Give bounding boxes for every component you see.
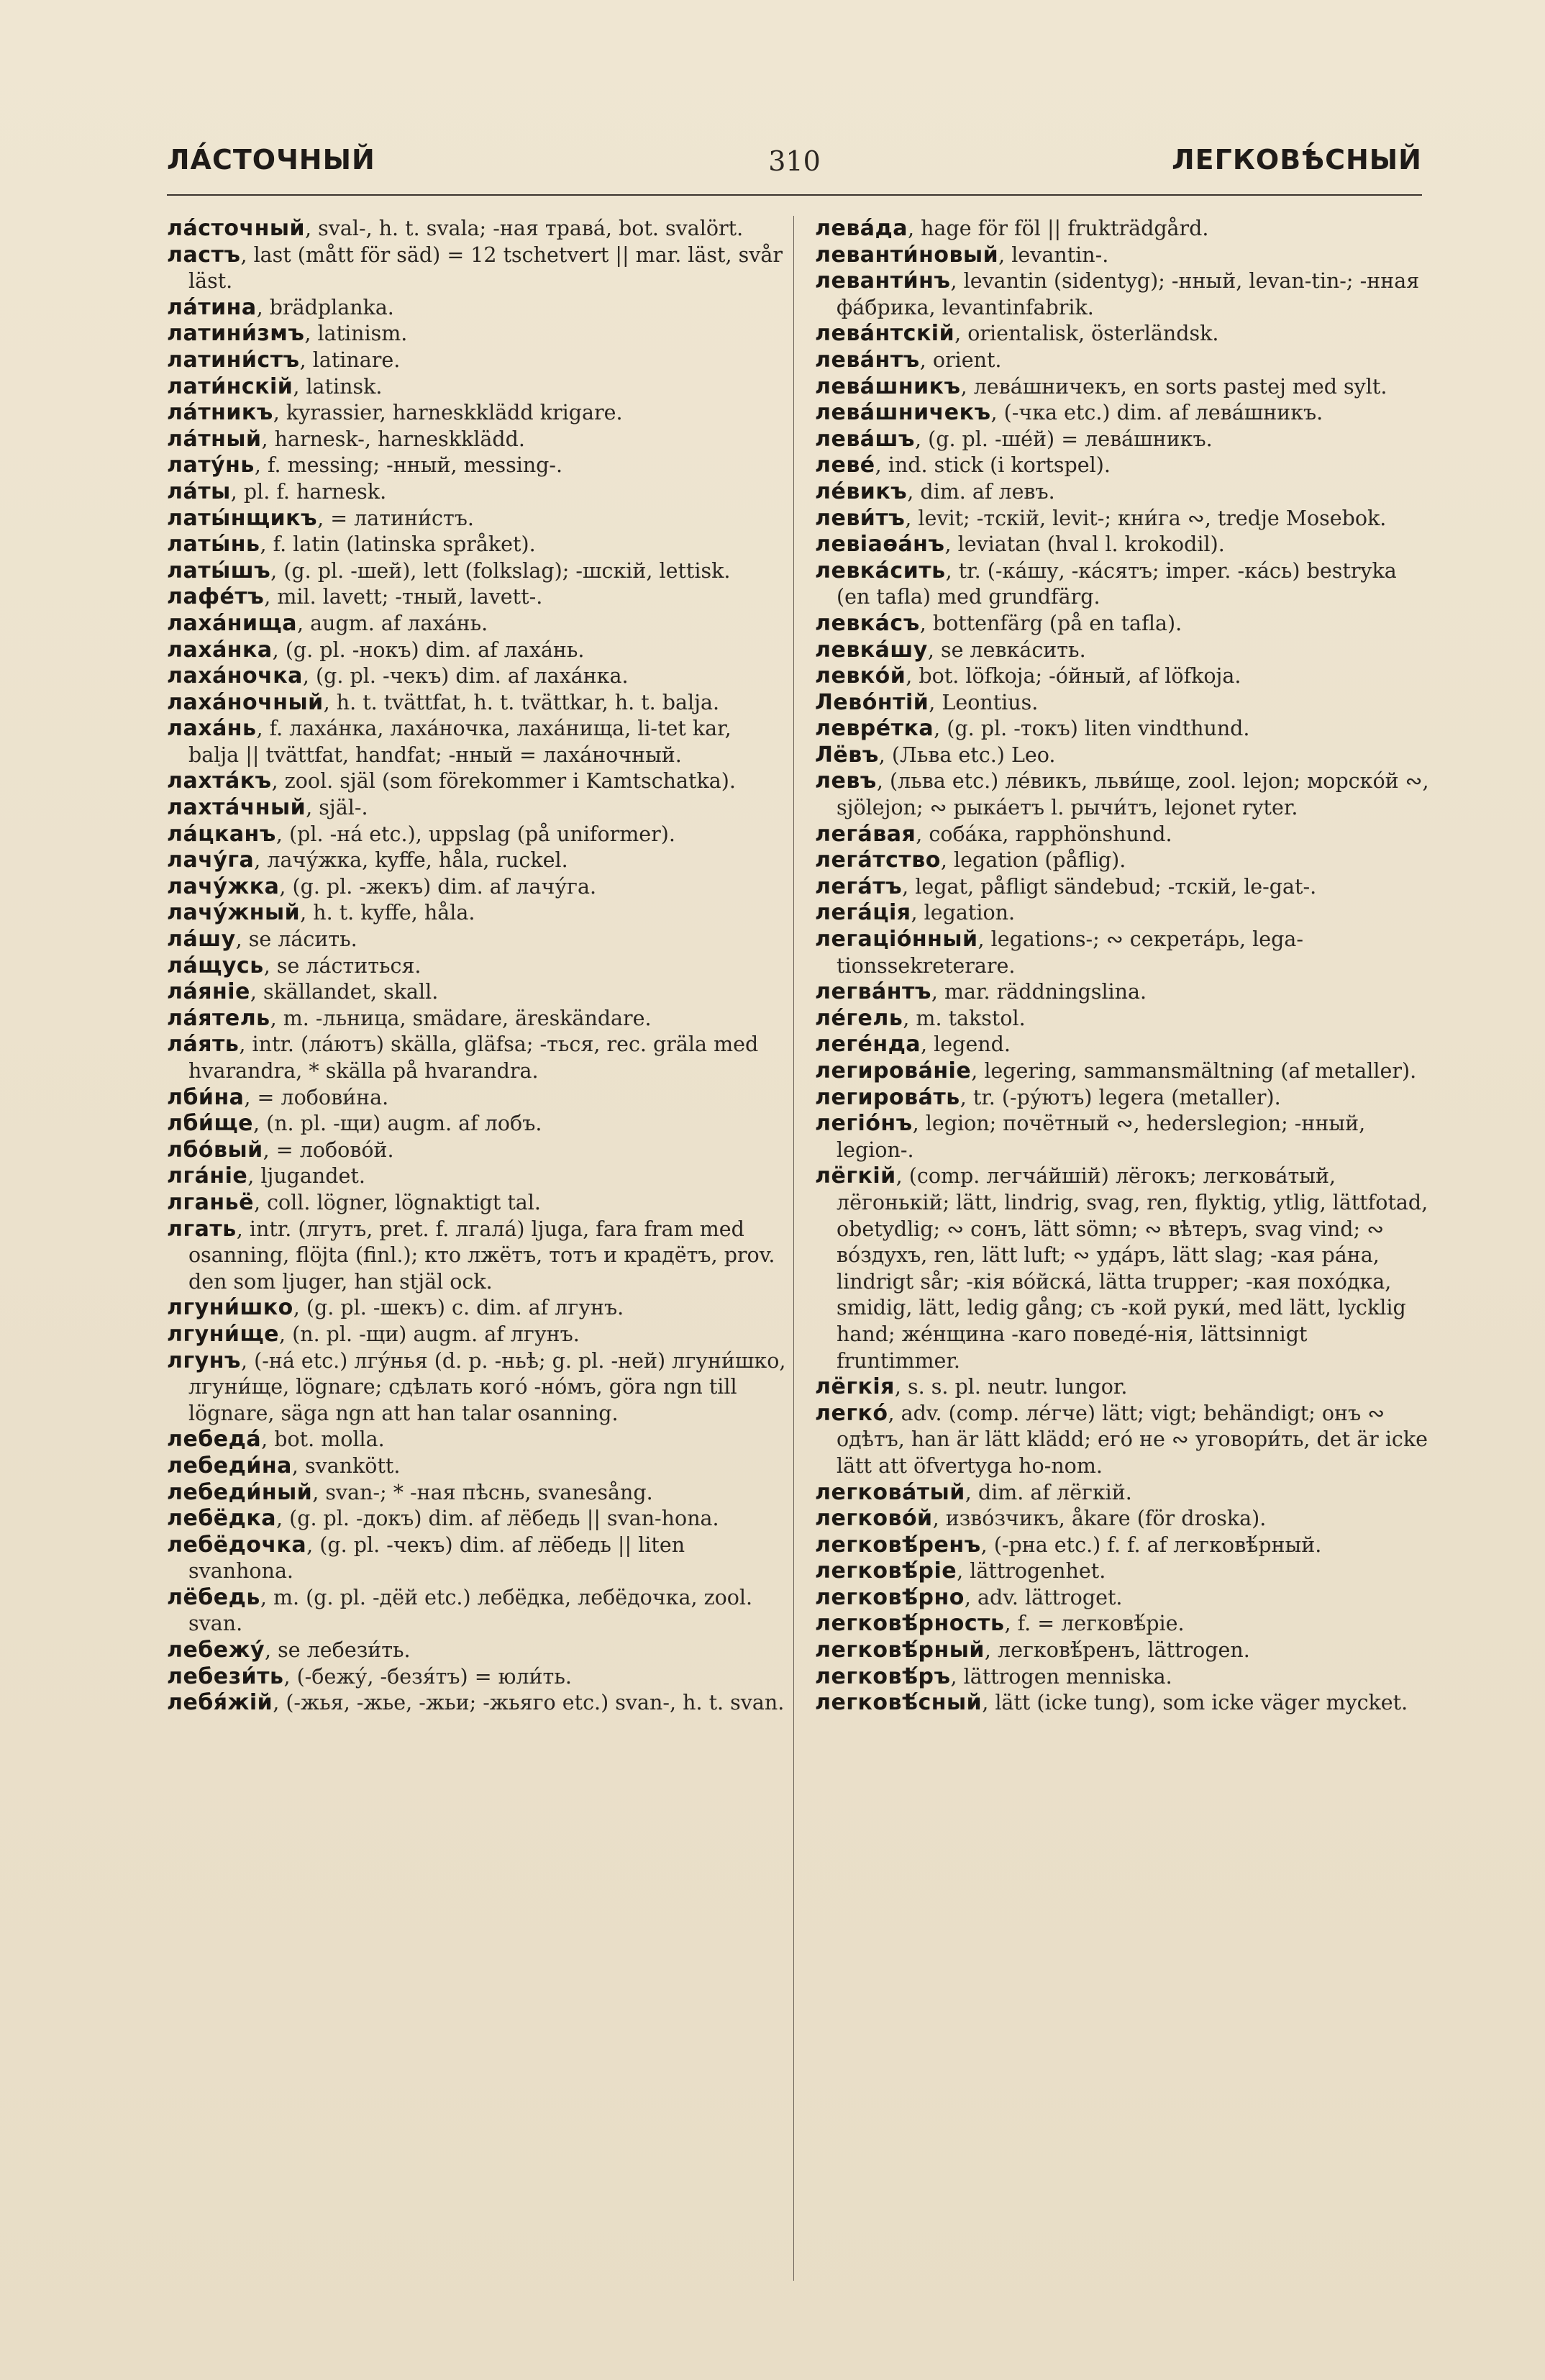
entry-definition: (-рна etc.) f. f. af легковѣ́рный.: [993, 1532, 1322, 1557]
dictionary-entry: лева́да, hage för föl || frukträdgård.: [815, 216, 1209, 241]
entry-definition: Leontius.: [942, 690, 1039, 714]
dictionary-entry: легковѣ́рный, легковѣ́ренъ, lättrogen.: [815, 1638, 1250, 1663]
entry-headword: лева́да: [815, 216, 908, 241]
dictionary-entry: лбо́вый, = лобово́й.: [167, 1137, 394, 1163]
dictionary-entry: лебеди́ный, svan-; * -ная пѣснь, svanesång.: [167, 1479, 653, 1505]
entry-definition: (n. pl. -щи) augm. af лобъ.: [266, 1112, 542, 1136]
dictionary-entry: лебези́ть, (-бежу́, -безя́тъ) = юли́ть.: [167, 1663, 572, 1689]
entry-headword: лебеда́: [167, 1427, 262, 1453]
entry-headword: ла́тина: [167, 294, 257, 320]
entry-definition: (g. pl. -шей), lett (folkslag); -шскій, lettisk.: [283, 558, 731, 583]
dictionary-entry: лева́нтскій, orientalisk, österländsk.: [815, 321, 1219, 347]
entry-definition: latinism.: [317, 322, 408, 346]
entry-headword: легко́: [815, 1400, 888, 1426]
entry-definition: själ-.: [319, 796, 368, 820]
entry-definition: se ла́ститься.: [276, 953, 421, 978]
dictionary-entry: латы́шъ, (g. pl. -шей), lett (folkslag); -шскій, lettisk.: [167, 558, 731, 583]
dictionary-entry: леге́нда, legend.: [815, 1032, 1011, 1058]
dictionary-entry: ле́викъ, dim. af левъ.: [815, 478, 1055, 504]
dictionary-entry: Лево́нтій, Leontius.: [815, 689, 1039, 715]
entry-definition: lättrogenhet.: [970, 1559, 1106, 1584]
entry-definition: h. t. kyffe, håla.: [313, 901, 475, 925]
entry-headword: лачу́жка: [167, 873, 280, 899]
entry-definition: orient.: [932, 348, 1002, 372]
entry-definition: mil. lavett; -тный, lavett-.: [277, 585, 543, 609]
dictionary-entry: лега́тство, legation (påflig).: [815, 848, 1126, 873]
entry-headword: лахта́къ: [167, 768, 272, 794]
entry-headword: легирова́ть: [815, 1084, 960, 1110]
dictionary-entry: легковѣ́сный, lätt (icke tung), som icke väger mycket.: [815, 1690, 1408, 1716]
entry-headword: ле́викъ: [815, 478, 908, 504]
entry-headword: лату́нь: [167, 453, 255, 478]
dictionary-entry: лафе́тъ, mil. lavett; -тный, lavett-.: [167, 584, 543, 610]
entry-headword: лёгкія: [815, 1374, 895, 1400]
entry-definition: sval-, h. t. svala; -ная трава́, bot. svalört.: [318, 217, 744, 240]
entry-definition: lättrogen menniska.: [963, 1664, 1172, 1689]
dictionary-entry: лахта́къ, zool. själ (som förekommer i Kamtschatka).: [167, 768, 736, 794]
entry-headword: латини́змъ: [167, 321, 305, 347]
entry-headword: легковѣ́ріе: [815, 1558, 957, 1584]
dictionary-entry: лебежу́, se лебези́ть.: [167, 1638, 411, 1663]
entry-headword: лебёдочка: [167, 1532, 307, 1558]
dictionary-entry: лега́тъ, legat, påfligt sändebud; -тскій, le-gat-.: [815, 873, 1317, 899]
entry-definition: legion; почётный ∾, hederslegion; -нный, legion-.: [837, 1112, 1366, 1162]
entry-headword: левка́шу: [815, 637, 928, 663]
entry-definition: (-на́ etc.) лгу́нья (d. p. -ньѣ; g. pl. -ней) лгуни́шко, лгуни́ще, lögnare; сдѣлать кого́ -но́мъ, göra ngn till lögnare, säga ngn att han talar osanning.: [188, 1348, 786, 1425]
entry-definition: (n. pl. -щи) augm. af лгунъ.: [292, 1322, 580, 1346]
entry-headword: лганьё: [167, 1189, 254, 1215]
header-right-word: ЛЕГКОВѢ́СНЫЙ: [1172, 144, 1422, 176]
entry-headword: лгуни́ще: [167, 1321, 279, 1347]
entry-definition: tr. (-ру́ютъ) legera (metaller).: [972, 1085, 1281, 1109]
entry-definition: легковѣ́ренъ, lättrogen.: [998, 1638, 1250, 1663]
entry-definition: ljugandet.: [260, 1164, 365, 1189]
entry-definition: f. = легковѣ́ріе.: [1017, 1612, 1185, 1636]
entry-headword: легва́нтъ: [815, 979, 931, 1005]
dictionary-entry: леванти́новый, levantin-.: [815, 242, 1109, 268]
entry-definition: (-жья, -жье, -жьи; -жьяго etc.) svan-, h. t. svan.: [286, 1691, 785, 1715]
dictionary-entry: легкова́тый, dim. af лёгкій.: [815, 1479, 1132, 1505]
entry-headword: ластъ: [167, 242, 241, 268]
entry-definition: legering, sammansmältning (af metaller).: [984, 1059, 1417, 1083]
entry-definition: levantin (sidentyg); -нный, levan-tin-; -нная фа́брика, levantinfabrik.: [837, 269, 1420, 319]
entry-headword: легковѣ́рный: [815, 1638, 985, 1663]
dictionary-entry: ла́шу, se ла́сить.: [167, 927, 357, 953]
dictionary-entry: ла́тникъ, kyrassier, harneskklädd krigare.: [167, 400, 623, 426]
entry-headword: леванти́новый: [815, 242, 999, 268]
entry-headword: леванти́нъ: [815, 268, 951, 294]
entry-headword: лгунъ: [167, 1348, 241, 1373]
entry-headword: лебежу́: [167, 1638, 265, 1663]
entry-definition: se левка́сить.: [940, 637, 1086, 662]
dictionary-entry: Лёвъ, (Льва etc.) Leo.: [815, 742, 1056, 768]
entry-headword: лгать: [167, 1216, 237, 1242]
entry-definition: m. -льница, smädare, äreskändare.: [283, 1006, 652, 1030]
dictionary-entry: лачу́жный, h. t. kyffe, håla.: [167, 900, 475, 926]
entry-definition: (pl. -на́ etc.), uppslag (på uniformer).: [288, 822, 675, 846]
entry-headword: латы́нь: [167, 532, 260, 558]
entry-headword: левка́сить: [815, 558, 946, 583]
dictionary-entry: леви́тъ, levit; -тскій, levit-; кни́га ∾, tredje Mosebok.: [815, 505, 1387, 531]
entry-definition: (comp. легча́йшій) лёгокъ; легкова́тый, лёгонькій; lätt, lindrig, svag, ren, flyktig, ytlig, lättfotad, obetydlig; ∾ сонъ, lätt sömn; ∾ вѣтеръ, svag vind; ∾ во́здухъ, ren, lätt luft; ∾ уда́ръ, lätt slag; -кая ра́на, lindrigt sår; -кія во́йска́, lätta trupper; -кая похо́дка, smidig, lätt, ledig gång; съ -кой руки́, med lätt, lycklig hand; же́нщина -каго поведе́-нія, lättsinnigt fruntimmer.: [837, 1164, 1428, 1373]
dictionary-entry: ла́ять, intr. (ла́ютъ) skälla, gläfsa; -ться, rec. gräla med hvarandra, * skälla på hvarandra.: [167, 1032, 759, 1083]
entry-headword: легково́й: [815, 1506, 933, 1532]
entry-definition: (g. pl. -ше́й) = лева́шникъ.: [928, 427, 1213, 451]
entry-definition: (g. pl. -шекъ) c. dim. af лгунъ.: [306, 1296, 624, 1320]
dictionary-entry: левка́шу, se левка́сить.: [815, 637, 1086, 663]
dictionary-entry: лева́нтъ, orient.: [815, 347, 1002, 373]
entry-definition: лачу́жка, kyffe, håla, ruckel.: [267, 848, 568, 873]
dictionary-entry: лёбедь, m. (g. pl. -дёй etc.) лебёдка, лебёдочка, zool. svan.: [167, 1584, 753, 1636]
entry-definition: augm. af лаха́нь.: [310, 611, 488, 635]
entry-headword: ла́цканъ: [167, 821, 276, 847]
entry-definition: last (mått för säd) = 12 tschetvert || mar. läst, svår läst.: [188, 242, 783, 294]
entry-headword: лаха́нища: [167, 610, 297, 636]
dictionary-entry: лева́шничекъ, (-чка etc.) dim. af лева́шникъ.: [815, 400, 1323, 426]
entry-headword: легковѣ́рно: [815, 1584, 965, 1610]
entry-headword: лачу́га: [167, 848, 255, 873]
dictionary-entry: легва́нтъ, mar. räddningslina.: [815, 979, 1147, 1005]
entry-definition: mar. räddningslina.: [944, 980, 1147, 1004]
dictionary-entry: легирова́ніе, legering, sammansmältning (af metaller).: [815, 1058, 1417, 1084]
dictionary-entry: лга́ніе, ljugandet.: [167, 1163, 365, 1189]
entry-headword: легковѣ́рность: [815, 1611, 1005, 1637]
dictionary-entry: левре́тка, (g. pl. -токъ) liten vindthund.: [815, 716, 1250, 742]
entry-headword: лаха́нь: [167, 716, 257, 742]
entry-headword: лега́ція: [815, 900, 911, 926]
entry-headword: Лёвъ: [815, 742, 879, 768]
entry-definition: legation.: [924, 901, 1016, 925]
dictionary-entry: лби́ще, (n. pl. -щи) augm. af лобъ.: [167, 1111, 542, 1137]
entry-definition: latinare.: [312, 348, 401, 372]
entry-definition: adv. (comp. ле́гче) lätt; vigt; behändigt; онъ ∾ одѣтъ, han är lätt klädd; его́ не ∾ уговори́ть, det är icke lätt att öfvertyga ho-nom.: [837, 1401, 1428, 1478]
entry-headword: легковѣ́сный: [815, 1690, 983, 1716]
entry-definition: (g. pl. -чекъ) dim. af лёбедь || liten svanhona.: [188, 1532, 685, 1584]
entry-definition: s. s. pl. neutr. lungor.: [908, 1375, 1128, 1399]
dictionary-entry: лачу́жка, (g. pl. -жекъ) dim. af лачу́га.: [167, 873, 597, 899]
entry-definition: leviatan (hval l. krokodil).: [957, 532, 1225, 557]
entry-definition: zool. själ (som förekommer i Kamtschatka).: [284, 769, 736, 794]
entry-definition: lätt (icke tung), som icke väger mycket.: [995, 1691, 1408, 1715]
entry-headword: лега́вая: [815, 821, 916, 847]
entry-definition: f. latin (latinska språket).: [273, 532, 536, 557]
entry-headword: легирова́ніе: [815, 1058, 972, 1084]
dictionary-entry: левка́сить, tr. (-ка́шу, -ка́сятъ; imper. -ка́сь) bestryka (en tafla) med grundfärg.: [815, 558, 1397, 609]
left-column: [167, 216, 787, 1717]
dictionary-entry: легковѣ́рность, f. = легковѣ́ріе.: [815, 1611, 1185, 1637]
entry-headword: лебеди́на: [167, 1453, 292, 1479]
entry-definition: levantin-.: [1011, 242, 1109, 267]
entry-definition: orientalisk, österländsk.: [967, 322, 1219, 346]
dictionary-entry: лёгкія, s. s. pl. neutr. lungor.: [815, 1374, 1128, 1400]
dictionary-entry: лби́на, = лобови́на.: [167, 1084, 389, 1110]
entry-definition: = латини́стъ.: [330, 506, 474, 530]
dictionary-entry: лебёдочка, (g. pl. -чекъ) dim. af лёбедь || liten svanhona.: [167, 1532, 685, 1584]
entry-definition: соба́ка, rapphönshund.: [929, 822, 1172, 846]
dictionary-entry: лёгкій, (comp. легча́йшій) лёгокъ; легкова́тый, лёгонькій; lätt, lindrig, svag, ren, flyktig, ytlig, lättfotad, obetydlig; ∾ сонъ, lätt sömn; ∾ вѣтеръ, svag vind; ∾ во́здухъ, ren, lätt luft; ∾ уда́ръ, lätt slag; -кая ра́на, lindrigt sår; -кія во́йска́, lätta trupper; -кая похо́дка, smidig, lätt, ledig gång; съ -кой руки́, med lätt, lycklig hand; же́нщина -каго поведе́-нія, lättsinnigt fruntimmer.: [815, 1163, 1428, 1373]
dictionary-entry: лгунъ, (-на́ etc.) лгу́нья (d. p. -ньѣ; g. pl. -ней) лгуни́шко, лгуни́ще, lögnare; сдѣлать кого́ -но́мъ, göra ngn till lögnare, säga ngn att han talar osanning.: [167, 1348, 786, 1425]
dictionary-entry: ла́яніе, skällandet, skall.: [167, 979, 439, 1005]
entry-headword: лачу́жный: [167, 900, 301, 926]
entry-definition: f. messing; -нный, messing-.: [267, 453, 563, 478]
dictionary-entry: лаха́нища, augm. af лаха́нь.: [167, 610, 488, 636]
entry-definition: m. takstol.: [916, 1006, 1026, 1030]
entry-headword: лби́на: [167, 1084, 245, 1110]
right-column: [815, 216, 1435, 1717]
dictionary-entry: легаціо́нный, legations-; ∾ секрета́рь, lega-tionssekreterare.: [815, 927, 1303, 978]
dictionary-entry: лачу́га, лачу́жка, kyffe, håla, ruckel.: [167, 848, 568, 873]
dictionary-entry: ла́ты, pl. f. harnesk.: [167, 478, 387, 504]
entry-definition: f. лаха́нка, лаха́ночка, лаха́нища, li-tet kar, balja || tvättfat, handfat; -нный = лаха́ночный.: [188, 717, 732, 767]
entry-headword: ле́гель: [815, 1005, 903, 1031]
column-divider: [793, 216, 794, 2281]
dictionary-entry: легковѣ́ръ, lättrogen menniska.: [815, 1663, 1172, 1689]
entry-headword: легкова́тый: [815, 1479, 965, 1505]
dictionary-entry: лега́ція, legation.: [815, 900, 1016, 926]
entry-headword: лбо́вый: [167, 1137, 263, 1163]
dictionary-entry: легково́й, изво́зчикъ, åkare (för droska).: [815, 1506, 1267, 1532]
dictionary-entry: лева́шникъ, лева́шничекъ, en sorts pastej med sylt.: [815, 373, 1387, 399]
dictionary-entry: лебя́жій, (-жья, -жье, -жьи; -жьяго etc.) svan-, h. t. svan.: [167, 1690, 785, 1716]
dictionary-entry: легирова́ть, tr. (-ру́ютъ) legera (metaller).: [815, 1084, 1281, 1110]
entry-definition: dim. af левъ.: [920, 479, 1055, 504]
header-left-word: ЛА́СТОЧНЫЙ: [167, 144, 375, 176]
entry-definition: (-чка etc.) dim. af лева́шникъ.: [1003, 401, 1323, 425]
entry-headword: легковѣ́ренъ: [815, 1532, 981, 1558]
dictionary-entry: лату́нь, f. messing; -нный, messing-.: [167, 453, 563, 478]
entry-headword: латини́стъ: [167, 347, 300, 373]
entry-headword: ла́тный: [167, 426, 262, 452]
dictionary-entry: леве́, ind. stick (i kortspel).: [815, 453, 1111, 478]
dictionary-entry: легковѣ́ріе, lättrogenhet.: [815, 1558, 1106, 1584]
dictionary-entry: лгуни́ще, (n. pl. -щи) augm. af лгунъ.: [167, 1321, 580, 1347]
entry-definition: legations-; ∾ секрета́рь, lega-tionssekreterare.: [837, 927, 1303, 978]
dictionary-entry: лаха́нка, (g. pl. -нокъ) dim. af лаха́нь.: [167, 637, 585, 663]
entry-definition: dim. af лёгкій.: [977, 1480, 1132, 1504]
entry-definition: svan-; * -ная пѣснь, svanesång.: [325, 1480, 653, 1504]
entry-definition: intr. (ла́ютъ) skälla, gläfsa; -ться, rec. gräla med hvarandra, * skälla på hvarandra.: [188, 1032, 759, 1083]
entry-definition: kyrassier, harneskklädd krigare.: [286, 401, 623, 425]
dictionary-entry: лганьё, coll. lögner, lögnaktigt tal.: [167, 1189, 541, 1215]
dictionary-entry: лебёдка, (g. pl. -докъ) dim. af лёбедь || svan-hona.: [167, 1506, 719, 1532]
entry-headword: лева́нтъ: [815, 347, 920, 373]
dictionary-entry: левка́съ, bottenfärg (på en tafla).: [815, 610, 1182, 636]
entry-definition: (Льва etc.) Leo.: [891, 742, 1056, 767]
entry-definition: legat, påfligt sändebud; -тскій, le-gat-.: [915, 874, 1317, 899]
entry-definition: bot. löfkoja; -о́йный, af löfkoja.: [919, 664, 1241, 689]
page-number: 310: [768, 145, 821, 177]
dictionary-entry: латы́нщикъ, = латини́стъ.: [167, 505, 474, 531]
entry-definition: harnesk-, harneskklädd.: [274, 427, 525, 451]
dictionary-entry: ла́щусь, se ла́ститься.: [167, 953, 421, 978]
dictionary-entry: лгать, intr. (лгутъ, pret. f. лгала́) ljuga, fara fram med osanning, flöjta (finl.); кто лжётъ, тотъ и крадётъ, prov. den som ljuger, han stjäl ock.: [167, 1216, 775, 1294]
entry-headword: легіо́нъ: [815, 1111, 913, 1137]
dictionary-entry: лаха́ночка, (g. pl. -чекъ) dim. af лаха́нка.: [167, 663, 629, 689]
entry-headword: латы́шъ: [167, 558, 271, 583]
entry-headword: лебя́жій: [167, 1690, 273, 1716]
entry-headword: лебези́ть: [167, 1663, 284, 1689]
entry-definition: bottenfärg (på en tafla).: [932, 611, 1182, 635]
entry-definition: svankött.: [304, 1453, 401, 1478]
entry-definition: pl. f. harnesk.: [243, 479, 387, 504]
dictionary-entry: лебеда́, bot. molla.: [167, 1427, 385, 1453]
entry-definition: brädplanka.: [269, 295, 394, 319]
header-rule: [167, 194, 1422, 196]
dictionary-entry: ла́тина, brädplanka.: [167, 294, 394, 320]
dictionary-entry: лаха́нь, f. лаха́нка, лаха́ночка, лаха́нища, li-tet kar, balja || tvättfat, handfat; -нный = лаха́ночный.: [167, 716, 732, 767]
entry-headword: ла́щусь: [167, 953, 264, 978]
entry-headword: лаха́нка: [167, 637, 273, 663]
entry-headword: ла́яніе: [167, 979, 250, 1005]
entry-headword: лафе́тъ: [167, 584, 265, 610]
dictionary-entry: ла́тный, harnesk-, harneskklädd.: [167, 426, 525, 452]
dictionary-entry: ле́гель, m. takstol.: [815, 1005, 1026, 1031]
entry-headword: легковѣ́ръ: [815, 1663, 951, 1689]
dictionary-entry: ла́сточный, sval-, h. t. svala; -ная трава́, bot. svalört.: [167, 216, 744, 241]
entry-headword: леве́: [815, 453, 875, 478]
entry-headword: леви́тъ: [815, 505, 906, 531]
entry-headword: лга́ніе: [167, 1163, 248, 1189]
entry-headword: лёгкій: [815, 1163, 896, 1189]
entry-definition: = лобово́й.: [275, 1137, 394, 1162]
entry-headword: лёбедь: [167, 1584, 260, 1610]
dictionary-entry: латини́змъ, latinism.: [167, 321, 408, 347]
entry-definition: ind. stick (i kortspel).: [888, 453, 1111, 478]
entry-definition: se лебези́ть.: [278, 1638, 411, 1663]
entry-definition: m. (g. pl. -дёй etc.) лебёдка, лебёдочка, zool. svan.: [188, 1585, 753, 1636]
entry-headword: лебёдка: [167, 1506, 276, 1532]
entry-headword: легаціо́нный: [815, 927, 978, 953]
entry-definition: = лобови́на.: [257, 1085, 389, 1109]
entry-definition: (g. pl. -чекъ) dim. af лаха́нка.: [315, 664, 629, 689]
entry-headword: ла́ты: [167, 478, 231, 504]
dictionary-entry: лебеди́на, svankött.: [167, 1453, 401, 1479]
entry-headword: лаха́ночка: [167, 663, 303, 689]
entry-headword: лгуни́шко: [167, 1295, 293, 1321]
dictionary-entry: ластъ, last (mått för säd) = 12 tschetvert || mar. läst, svår läst.: [167, 242, 783, 294]
dictionary-entry: легіо́нъ, legion; почётный ∾, hederslegion; -нный, legion-.: [815, 1111, 1366, 1162]
entry-definition: latinsk.: [306, 374, 383, 399]
entry-headword: лахта́чный: [167, 795, 306, 821]
entry-headword: лаха́ночный: [167, 689, 324, 715]
entry-definition: (g. pl. -жекъ) dim. af лачу́га.: [292, 874, 597, 899]
entry-headword: лега́тство: [815, 848, 941, 873]
entry-headword: лега́тъ: [815, 873, 903, 899]
entry-headword: лева́шникъ: [815, 373, 961, 399]
entry-definition: intr. (лгутъ, pret. f. лгала́) ljuga, fara fram med osanning, flöjta (finl.); кто лжётъ, тотъ и крадётъ, prov. den som ljuger, han stjäl ock.: [188, 1217, 775, 1294]
entry-headword: лева́шъ: [815, 426, 915, 452]
dictionary-entry: леванти́нъ, levantin (sidentyg); -нный, levan-tin-; -нная фа́брика, levantinfabrik.: [815, 268, 1420, 319]
entry-headword: ла́ятель: [167, 1005, 270, 1031]
entry-headword: ла́тникъ: [167, 400, 273, 426]
entry-headword: лева́шничекъ: [815, 400, 991, 426]
entry-headword: ла́шу: [167, 927, 236, 953]
dictionary-entry: лаха́ночный, h. t. tvättfat, h. t. tvättkar, h. t. balja.: [167, 689, 720, 715]
dictionary-entry: лева́шъ, (g. pl. -ше́й) = лева́шникъ.: [815, 426, 1213, 452]
entry-definition: tr. (-ка́шу, -ка́сятъ; imper. -ка́сь) bestryka (en tafla) med grundfärg.: [837, 558, 1397, 609]
entry-definition: (g. pl. -нокъ) dim. af лаха́нь.: [285, 637, 585, 662]
entry-definition: coll. lögner, lögnaktigt tal.: [267, 1190, 541, 1214]
entry-definition: legend.: [934, 1032, 1011, 1057]
dictionary-entry: ла́ятель, m. -льница, smädare, äreskändare.: [167, 1005, 652, 1031]
entry-headword: ла́ять: [167, 1032, 240, 1058]
dictionary-entry: латы́нь, f. latin (latinska språket).: [167, 532, 536, 558]
dictionary-entry: лахта́чный, själ-.: [167, 795, 368, 821]
entry-headword: Лево́нтій: [815, 689, 929, 715]
entry-definition: se ла́сить.: [248, 927, 357, 952]
dictionary-entry: лгуни́шко, (g. pl. -шекъ) c. dim. af лгунъ.: [167, 1295, 624, 1321]
dictionary-entry: левъ, (льва etc.) ле́викъ, льви́ще, zool. lejon; морско́й ∾, sjölejon; ∾ рыка́етъ l. рычи́тъ, lejonet ryter.: [815, 768, 1429, 820]
entry-headword: левре́тка: [815, 716, 934, 742]
entry-headword: левъ: [815, 768, 877, 794]
dictionary-entry: латини́стъ, latinare.: [167, 347, 401, 373]
dictionary-entry: ла́цканъ, (pl. -на́ etc.), uppslag (på uniformer).: [167, 821, 675, 847]
entry-headword: левіаѳа́нъ: [815, 532, 945, 558]
entry-headword: левка́съ: [815, 610, 920, 636]
dictionary-entry: легковѣ́рно, adv. lättroget.: [815, 1584, 1123, 1610]
entry-definition: skällandet, skall.: [263, 980, 439, 1004]
entry-definition: изво́зчикъ, åkare (för droska).: [945, 1507, 1267, 1531]
entry-headword: леге́нда: [815, 1032, 921, 1058]
entry-definition: legation (påflig).: [954, 848, 1126, 873]
entry-definition: bot. molla.: [274, 1427, 385, 1452]
entry-definition: лева́шничекъ, en sorts pastej med sylt.: [973, 374, 1387, 399]
entry-definition: (g. pl. -токъ) liten vindthund.: [947, 717, 1250, 741]
entry-headword: латы́нщикъ: [167, 505, 318, 531]
running-head: [167, 144, 1422, 187]
entry-definition: h. t. tvättfat, h. t. tvättkar, h. t. balja.: [336, 690, 720, 714]
entry-definition: levit; -тскій, levit-; кни́га ∾, tredje Mosebok.: [918, 506, 1387, 530]
entry-headword: ла́сточный: [167, 216, 305, 241]
dictionary-entry: лега́вая, соба́ка, rapphönshund.: [815, 821, 1172, 847]
entry-headword: лева́нтскій: [815, 321, 955, 347]
dictionary-entry: левко́й, bot. löfkoja; -о́йный, af löfkoja.: [815, 663, 1241, 689]
entry-headword: левко́й: [815, 663, 906, 689]
dictionary-entry: лати́нскій, latinsk.: [167, 373, 383, 399]
entry-definition: (-бежу́, -безя́тъ) = юли́ть.: [296, 1664, 572, 1689]
entry-headword: лби́ще: [167, 1111, 253, 1137]
entry-headword: лебеди́ный: [167, 1479, 313, 1505]
entry-definition: (g. pl. -докъ) dim. af лёбедь || svan-hona.: [289, 1507, 719, 1531]
entry-definition: hage för föl || frukträdgård.: [921, 217, 1209, 240]
dictionary-entry: легковѣ́ренъ, (-рна etc.) f. f. af легковѣ́рный.: [815, 1532, 1322, 1558]
entry-headword: лати́нскій: [167, 373, 293, 399]
entry-definition: adv. lättroget.: [977, 1585, 1123, 1609]
entry-definition: (льва etc.) ле́викъ, льви́ще, zool. lejon; морско́й ∾, sjölejon; ∾ рыка́етъ l. рычи́тъ, lejonet ryter.: [837, 769, 1429, 820]
dictionary-entry: левіаѳа́нъ, leviatan (hval l. krokodil).: [815, 532, 1225, 558]
dictionary-entry: легко́, adv. (comp. ле́гче) lätt; vigt; behändigt; онъ ∾ одѣтъ, han är lätt klädd; его́ не ∾ уговори́ть, det är icke lätt att öfvertyga ho-nom.: [815, 1400, 1428, 1478]
